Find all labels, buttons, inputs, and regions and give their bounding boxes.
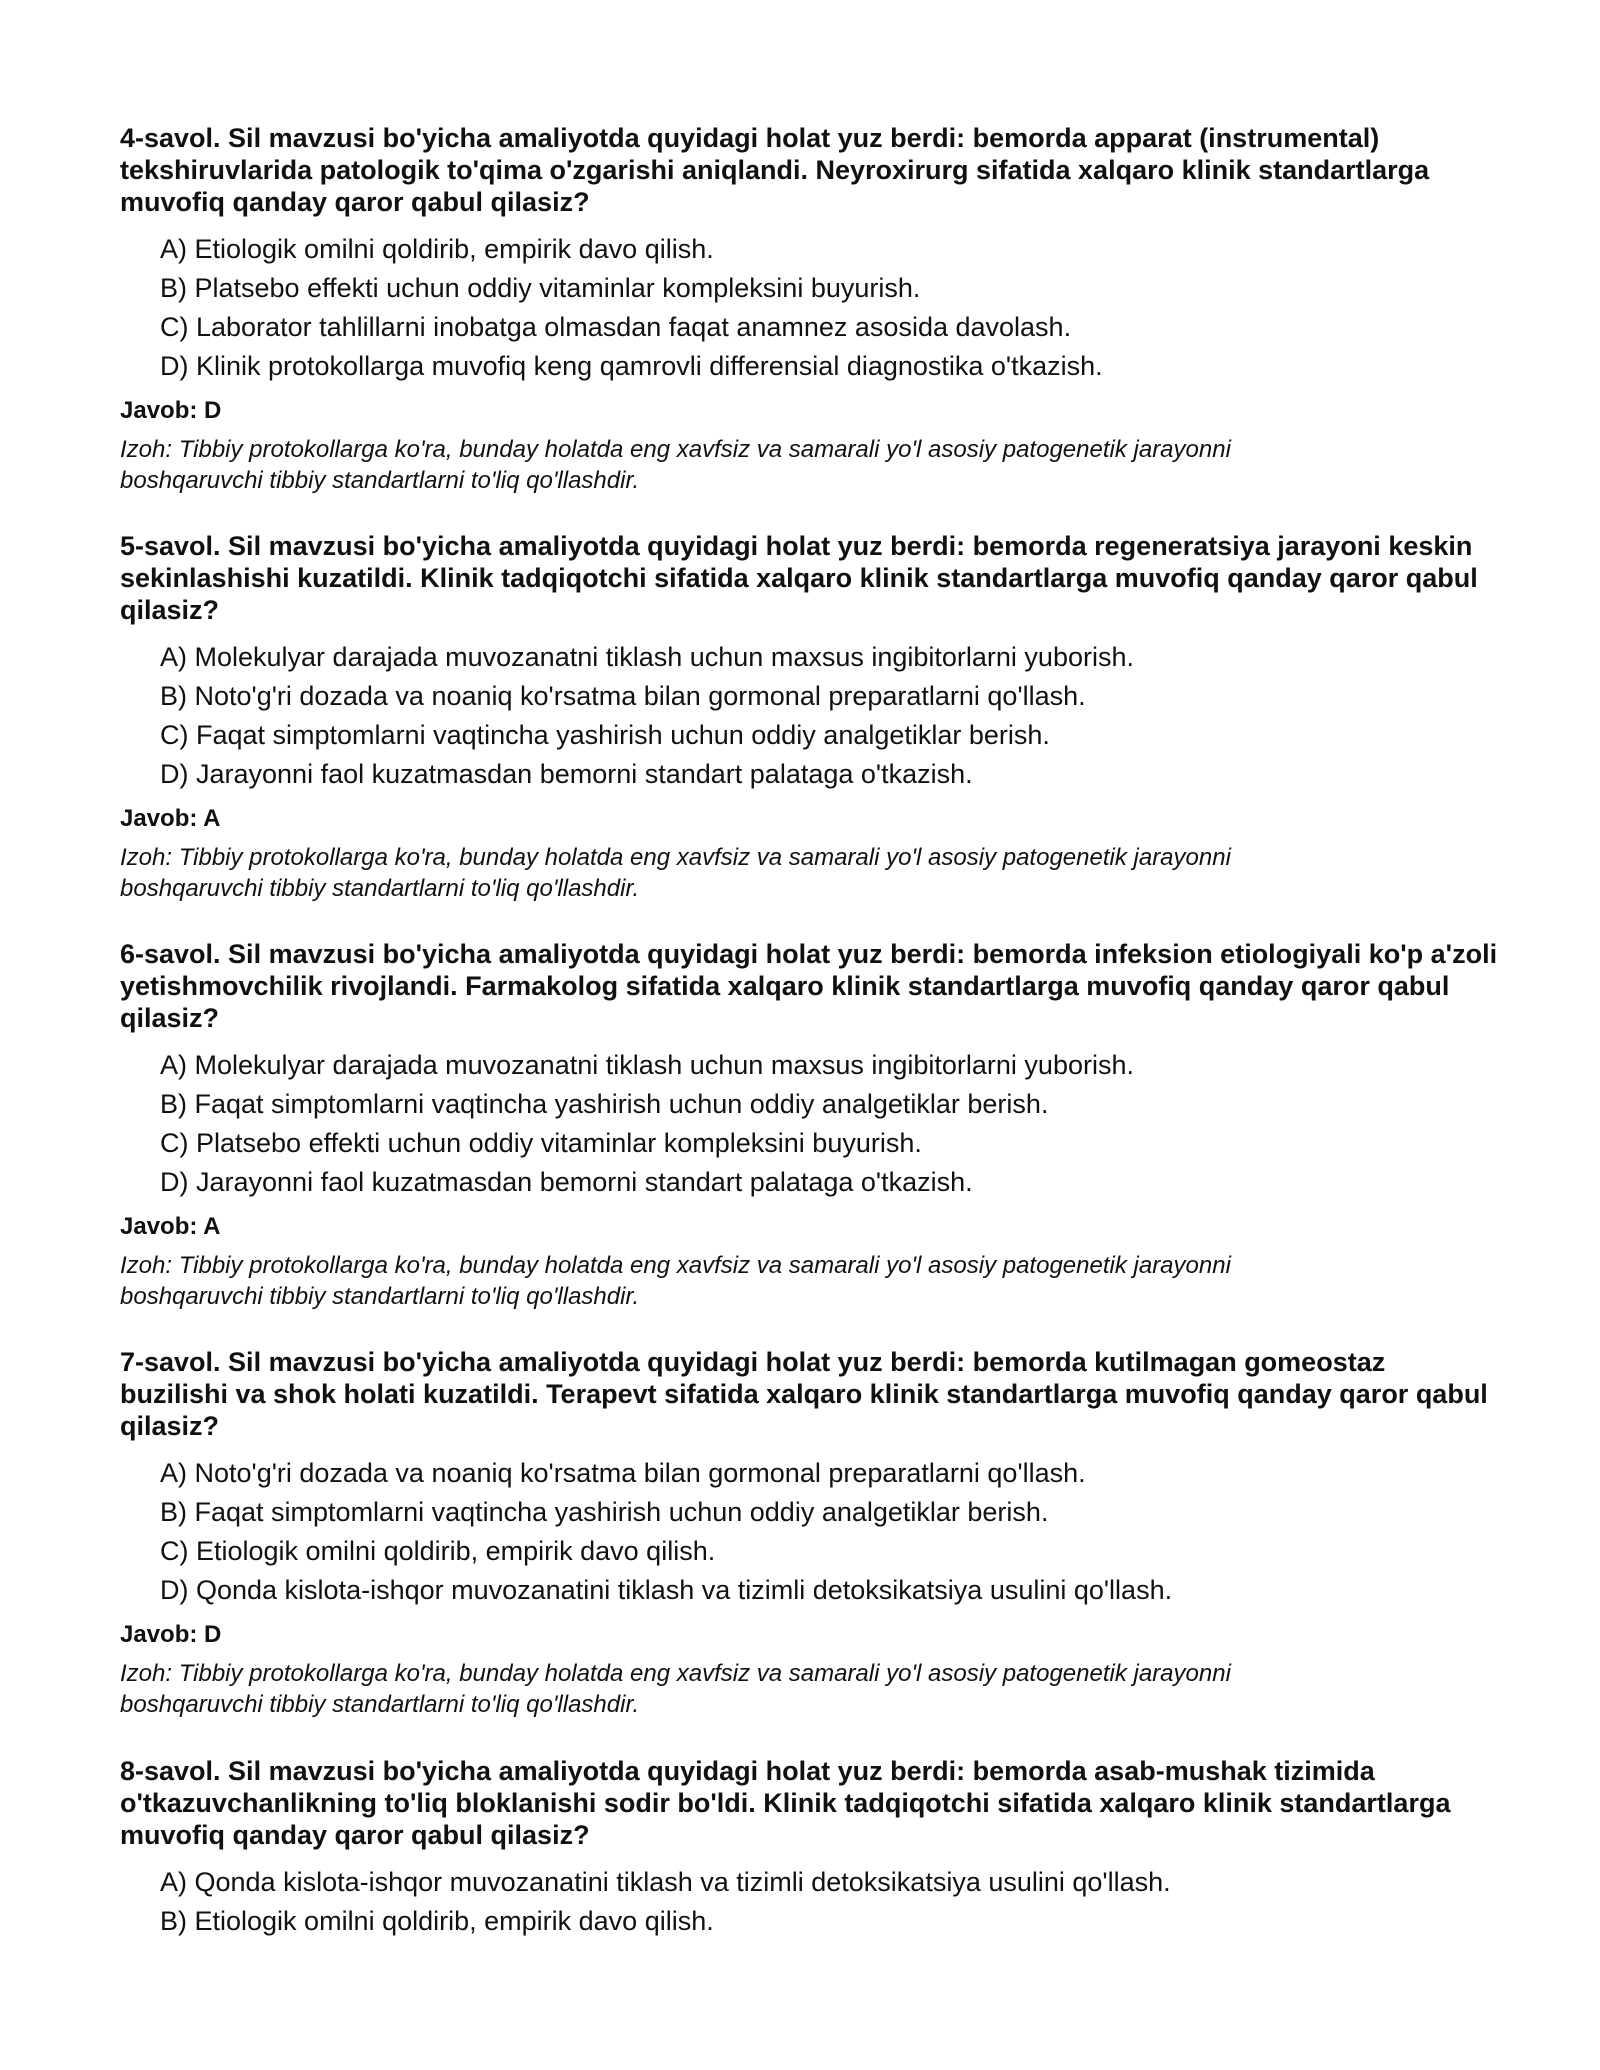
- option-a: A) Qonda kislota-ishqor muvozanatini tiklash va tizimli detoksikatsiya usulini qo'llash.: [160, 1867, 1171, 1897]
- option-b: B) Faqat simptomlarni vaqtincha yashirish uchun oddiy analgetiklar berish.: [160, 1497, 1049, 1527]
- option-a: A) Molekulyar darajada muvozanatni tiklash uchun maxsus ingibitorlarni yuborish.: [160, 1050, 1134, 1080]
- question-title: 4-savol. Sil mavzusi bo'yicha amaliyotda quyidagi holat yuz berdi: bemorda apparat (instrumental) tekshiruvlarida patologik to'qima o'zgarishi aniqlandi. Neyroxirurg sifatida xalqaro klinik standartlarga muvofiq qanday qaror qabul qilasiz?: [120, 123, 1430, 217]
- question-block: [120, 938, 1500, 1312]
- option-b: B) Faqat simptomlarni vaqtincha yashirish uchun oddiy analgetiklar berish.: [160, 1089, 1049, 1119]
- option-list: [120, 638, 1500, 794]
- question-block: [120, 1755, 1500, 1941]
- question-title: 7-savol. Sil mavzusi bo'yicha amaliyotda quyidagi holat yuz berdi: bemorda kutilmagan gomeostaz buzilishi va shok holati kuzatildi. Terapevt sifatida xalqaro klinik standartlarga muvofiq qanday qaror qabul qilasiz?: [120, 1347, 1488, 1441]
- option-d: D) Qonda kislota-ishqor muvozanatini tiklash va tizimli detoksikatsiya usulini qo'llash.: [160, 1575, 1173, 1605]
- document-page: [120, 0, 1500, 2070]
- option-d: D) Jarayonni faol kuzatmasdan bemorni standart palataga o'tkazish.: [160, 1167, 973, 1197]
- option-list: [120, 230, 1500, 386]
- option-list: [120, 1046, 1500, 1202]
- option-b: B) Noto'g'ri dozada va noaniq ko'rsatma bilan gormonal preparatlarni qo'llash.: [160, 681, 1086, 711]
- option-a: A) Etiologik omilni qoldirib, empirik davo qilish.: [160, 234, 714, 264]
- question-block: [120, 530, 1500, 904]
- explanation-note: Izoh: Tibbiy protokollarga ko'ra, bunday holatda eng xavfsiz va samarali yo'l asosiy patogenetik jarayonni boshqaruvchi tibbiy standartlarni to'liq qo'llashdir.: [120, 844, 1231, 902]
- question-block: [120, 1346, 1500, 1720]
- option-list: [120, 1863, 1500, 1941]
- option-c: C) Faqat simptomlarni vaqtincha yashirish uchun oddiy analgetiklar berish.: [160, 720, 1050, 750]
- option-list: [120, 1454, 1500, 1610]
- answer-label: Javob: A: [120, 805, 221, 832]
- explanation-note: Izoh: Tibbiy protokollarga ko'ra, bunday holatda eng xavfsiz va samarali yo'l asosiy patogenetik jarayonni boshqaruvchi tibbiy standartlarni to'liq qo'llashdir.: [120, 1660, 1231, 1718]
- answer-label: Javob: D: [120, 1621, 222, 1648]
- explanation-note: Izoh: Tibbiy protokollarga ko'ra, bunday holatda eng xavfsiz va samarali yo'l asosiy patogenetik jarayonni boshqaruvchi tibbiy standartlarni to'liq qo'llashdir.: [120, 436, 1231, 494]
- option-d: D) Klinik protokollarga muvofiq keng qamrovli differensial diagnostika o'tkazish.: [160, 351, 1103, 381]
- option-b: B) Etiologik omilni qoldirib, empirik davo qilish.: [160, 1906, 714, 1936]
- option-b: B) Platsebo effekti uchun oddiy vitaminlar kompleksini buyurish.: [160, 273, 921, 303]
- explanation-note: Izoh: Tibbiy protokollarga ko'ra, bunday holatda eng xavfsiz va samarali yo'l asosiy patogenetik jarayonni boshqaruvchi tibbiy standartlarni to'liq qo'llashdir.: [120, 1252, 1231, 1310]
- question-title: 6-savol. Sil mavzusi bo'yicha amaliyotda quyidagi holat yuz berdi: bemorda infeksion etiologiyali ko'p a'zoli yetishmovchilik rivojlandi. Farmakolog sifatida xalqaro klinik standartlarga muvofiq qanday qaror qabul qilasiz?: [120, 939, 1498, 1033]
- question-block: [120, 122, 1500, 496]
- option-c: C) Laborator tahlillarni inobatga olmasdan faqat anamnez asosida davolash.: [160, 312, 1072, 342]
- question-title: 8-savol. Sil mavzusi bo'yicha amaliyotda quyidagi holat yuz berdi: bemorda asab-mushak tizimida o'tkazuvchanlikning to'liq bloklanishi sodir bo'ldi. Klinik tadqiqotchi sifatida xalqaro klinik standartlarga muvofiq qanday qaror qabul qilasiz?: [120, 1756, 1451, 1850]
- option-a: A) Molekulyar darajada muvozanatni tiklash uchun maxsus ingibitorlarni yuborish.: [160, 642, 1134, 672]
- question-title: 5-savol. Sil mavzusi bo'yicha amaliyotda quyidagi holat yuz berdi: bemorda regeneratsiya jarayoni keskin sekinlashishi kuzatildi. Klinik tadqiqotchi sifatida xalqaro klinik standartlarga muvofiq qanday qaror qabul qilasiz?: [120, 531, 1478, 625]
- option-a: A) Noto'g'ri dozada va noaniq ko'rsatma bilan gormonal preparatlarni qo'llash.: [160, 1458, 1086, 1488]
- option-c: C) Etiologik omilni qoldirib, empirik davo qilish.: [160, 1536, 716, 1566]
- option-c: C) Platsebo effekti uchun oddiy vitaminlar kompleksini buyurish.: [160, 1128, 922, 1158]
- answer-label: Javob: D: [120, 397, 222, 424]
- option-d: D) Jarayonni faol kuzatmasdan bemorni standart palataga o'tkazish.: [160, 759, 973, 789]
- answer-label: Javob: A: [120, 1213, 221, 1240]
